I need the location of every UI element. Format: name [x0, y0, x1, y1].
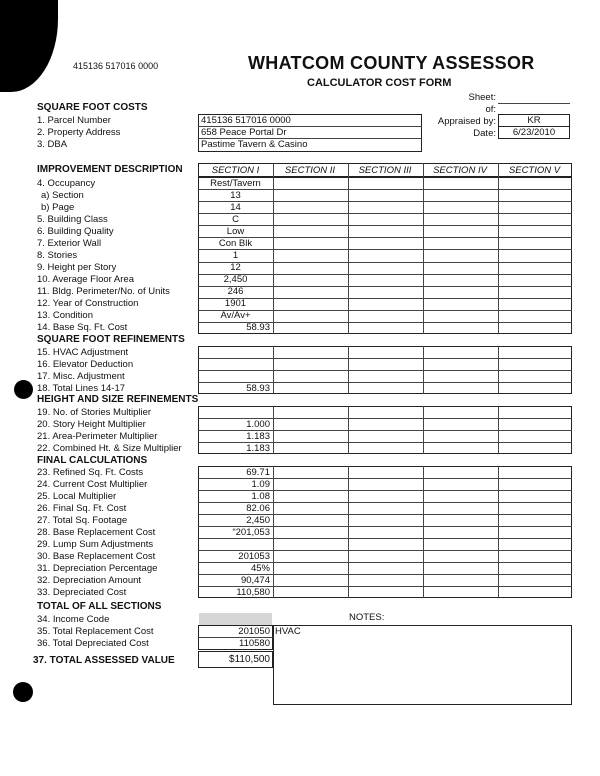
perimeter-label: 11. Bldg. Perimeter/No. of Units	[37, 286, 170, 297]
height-per-story-value[interactable]: 12	[230, 262, 241, 273]
year-of-construction-label: 12. Year of Construction	[37, 298, 139, 309]
base-sq-ft-cost-label: 14. Base Sq. Ft. Cost	[37, 322, 128, 333]
grid-row-divider	[198, 370, 572, 371]
grid-column-divider	[348, 163, 349, 177]
punch-hole-bottom	[13, 682, 33, 702]
height-per-story-label: 9. Height per Story	[37, 262, 117, 273]
dba-field[interactable]: Pastime Tavern & Casino	[201, 139, 308, 150]
refined-sq-ft-costs-label: 23. Refined Sq. Ft. Costs	[37, 467, 144, 478]
elevator-deduction-label: 16. Elevator Deduction	[37, 359, 134, 370]
condition-label: 13. Condition	[37, 310, 93, 321]
page-title: WHATCOM COUNTY ASSESSOR	[248, 53, 535, 73]
base-replacement-cost-label: 28. Base Replacement Cost	[37, 527, 156, 538]
occupancy-label: 4. Occupancy	[37, 178, 96, 189]
stories-value[interactable]: 1	[232, 250, 239, 261]
header-ref-number: 415136 517016 0000	[73, 61, 159, 71]
total-sq-footage-value[interactable]: 2,450	[246, 515, 270, 526]
notes-text: HVAC	[275, 626, 301, 637]
stories-label: 8. Stories	[37, 250, 78, 261]
average-floor-area-label: 10. Average Floor Area	[37, 274, 134, 285]
depreciated-cost-value[interactable]: 110,580	[236, 587, 270, 598]
combined-multiplier-value[interactable]: 1.183	[246, 443, 270, 454]
lump-sum-adjustments-label: 29. Lump Sum Adjustments	[37, 539, 154, 550]
section-4-header: SECTION IV	[433, 165, 487, 176]
final-sq-ft-cost-value[interactable]: 82.06	[246, 503, 270, 514]
grid-column-divider	[273, 163, 274, 177]
page-subtitle: CALCULATOR COST FORM	[307, 77, 452, 89]
parcel-number-field[interactable]: 415136 517016 0000	[201, 115, 291, 126]
base-replacement-cost-2-label: 30. Base Replacement Cost	[37, 551, 156, 562]
total-depreciated-cost-label: 36. Total Depreciated Cost	[37, 638, 149, 649]
punch-hole-top	[0, 0, 58, 92]
base-replacement-cost-value[interactable]: “201,053	[232, 527, 270, 538]
area-perimeter-multiplier-value[interactable]: 1.183	[246, 431, 270, 442]
hvac-adjustment-label: 15. HVAC Adjustment	[37, 347, 129, 358]
total-lines-value[interactable]: 58.93	[246, 383, 270, 394]
property-address-field[interactable]: 658 Peace Portal Dr	[201, 127, 287, 138]
appraised-by-value: KR	[527, 115, 541, 126]
square-foot-costs-heading: SQUARE FOOT COSTS	[37, 102, 148, 113]
total-assessed-value[interactable]: $110,500	[229, 654, 270, 665]
of-label: of:	[485, 104, 496, 115]
exterior-wall-label: 7. Exterior Wall	[37, 238, 102, 249]
grid-row-divider	[198, 358, 572, 359]
building-class-label: 5. Building Class	[37, 214, 108, 225]
section-2-header: SECTION II	[284, 165, 336, 176]
story-height-multiplier-value[interactable]: 1.000	[246, 419, 270, 430]
section-5-header: SECTION V	[508, 165, 561, 176]
depreciation-percentage-label: 31. Depreciation Percentage	[37, 563, 158, 574]
grid-column-divider	[348, 466, 349, 598]
grid-column-divider	[273, 466, 274, 598]
total-depreciated-cost-value[interactable]: 110580	[239, 638, 270, 649]
parcel-number-label: 1. Parcel Number	[37, 115, 111, 126]
date-label: Date:	[473, 128, 496, 139]
final-calculations-heading: FINAL CALCULATIONS	[37, 455, 148, 466]
grid-row-divider	[198, 538, 572, 539]
sheet-label: Sheet:	[468, 92, 496, 103]
final-sq-ft-cost-label: 26. Final Sq. Ft. Cost	[37, 503, 127, 514]
notes-label: NOTES:	[349, 612, 385, 623]
height-size-heading: HEIGHT AND SIZE REFINEMENTS	[37, 394, 199, 405]
sq-ft-refinements-heading: SQUARE FOOT REFINEMENTS	[37, 334, 185, 345]
current-cost-multiplier-label: 24. Current Cost Multiplier	[37, 479, 148, 490]
base-replacement-cost-2-value[interactable]: 201053	[238, 551, 270, 562]
date-value: 6/23/2010	[512, 127, 556, 138]
income-code-field[interactable]	[199, 613, 272, 625]
refined-sq-ft-costs-value[interactable]: 69.71	[246, 467, 270, 478]
sheet-field[interactable]	[498, 103, 570, 104]
occupancy-value[interactable]: Rest/Tavern	[210, 178, 261, 189]
grid-column-divider	[498, 466, 499, 598]
header-grid	[198, 163, 572, 177]
condition-value[interactable]: Av/Av+	[220, 310, 251, 321]
stories-multiplier-label: 19. No. of Stories Multiplier	[37, 407, 152, 418]
section-value[interactable]: 13	[230, 190, 241, 201]
exterior-wall-value[interactable]: Con Blk	[218, 238, 253, 249]
property-address-label: 2. Property Address	[37, 127, 121, 138]
depreciation-percentage-value[interactable]: 45%	[250, 563, 270, 574]
story-height-multiplier-label: 20. Story Height Multiplier	[37, 419, 146, 430]
depreciated-cost-label: 33. Depreciated Cost	[37, 587, 127, 598]
building-class-value[interactable]: C	[232, 214, 239, 225]
section-1-header: SECTION I	[211, 165, 260, 176]
page-value[interactable]: 14	[230, 202, 241, 213]
punch-hole-middle	[14, 380, 33, 399]
local-multiplier-label: 25. Local Multiplier	[37, 491, 117, 502]
average-floor-area-value[interactable]: 2,450	[223, 274, 248, 285]
current-cost-multiplier-value[interactable]: 1.09	[251, 479, 270, 490]
dba-label: 3. DBA	[37, 139, 68, 150]
year-of-construction-value[interactable]: 1901	[224, 298, 247, 309]
building-quality-label: 6. Building Quality	[37, 226, 114, 237]
local-multiplier-value[interactable]: 1.08	[251, 491, 270, 502]
total-replacement-cost-value[interactable]: 201050	[238, 626, 270, 637]
area-perimeter-multiplier-label: 21. Area-Perimeter Multiplier	[37, 431, 158, 442]
building-quality-value[interactable]: Low	[226, 226, 245, 237]
improvement-description-heading: IMPROVEMENT DESCRIPTION	[37, 164, 183, 175]
income-code-label: 34. Income Code	[37, 614, 110, 625]
depreciation-amount-label: 32. Depreciation Amount	[37, 575, 142, 586]
perimeter-value[interactable]: 246	[227, 286, 244, 297]
depreciation-amount-value[interactable]: 90,474	[240, 575, 270, 586]
total-all-sections-heading: TOTAL OF ALL SECTIONS	[37, 601, 162, 612]
section-label: a) Section	[41, 190, 84, 201]
grid-column-divider	[498, 163, 499, 177]
page-label: b) Page	[41, 202, 75, 213]
total-lines-label: 18. Total Lines 14-17	[37, 383, 126, 394]
misc-adjustment-label: 17. Misc. Adjustment	[37, 371, 125, 382]
section-3-header: SECTION III	[358, 165, 412, 176]
total-replacement-cost-label: 35. Total Replacement Cost	[37, 626, 154, 637]
total-assessed-value-label: 37. TOTAL ASSESSED VALUE	[33, 655, 175, 666]
combined-multiplier-label: 22. Combined Ht. & Size Multiplier	[37, 443, 182, 454]
grid-column-divider	[423, 163, 424, 177]
total-sq-footage-label: 27. Total Sq. Footage	[37, 515, 128, 526]
appraised-by-label: Appraised by:	[437, 116, 496, 127]
base-sq-ft-cost-value[interactable]: 58.93	[246, 322, 270, 333]
notes-box[interactable]	[273, 625, 572, 705]
grid-column-divider	[423, 466, 424, 598]
